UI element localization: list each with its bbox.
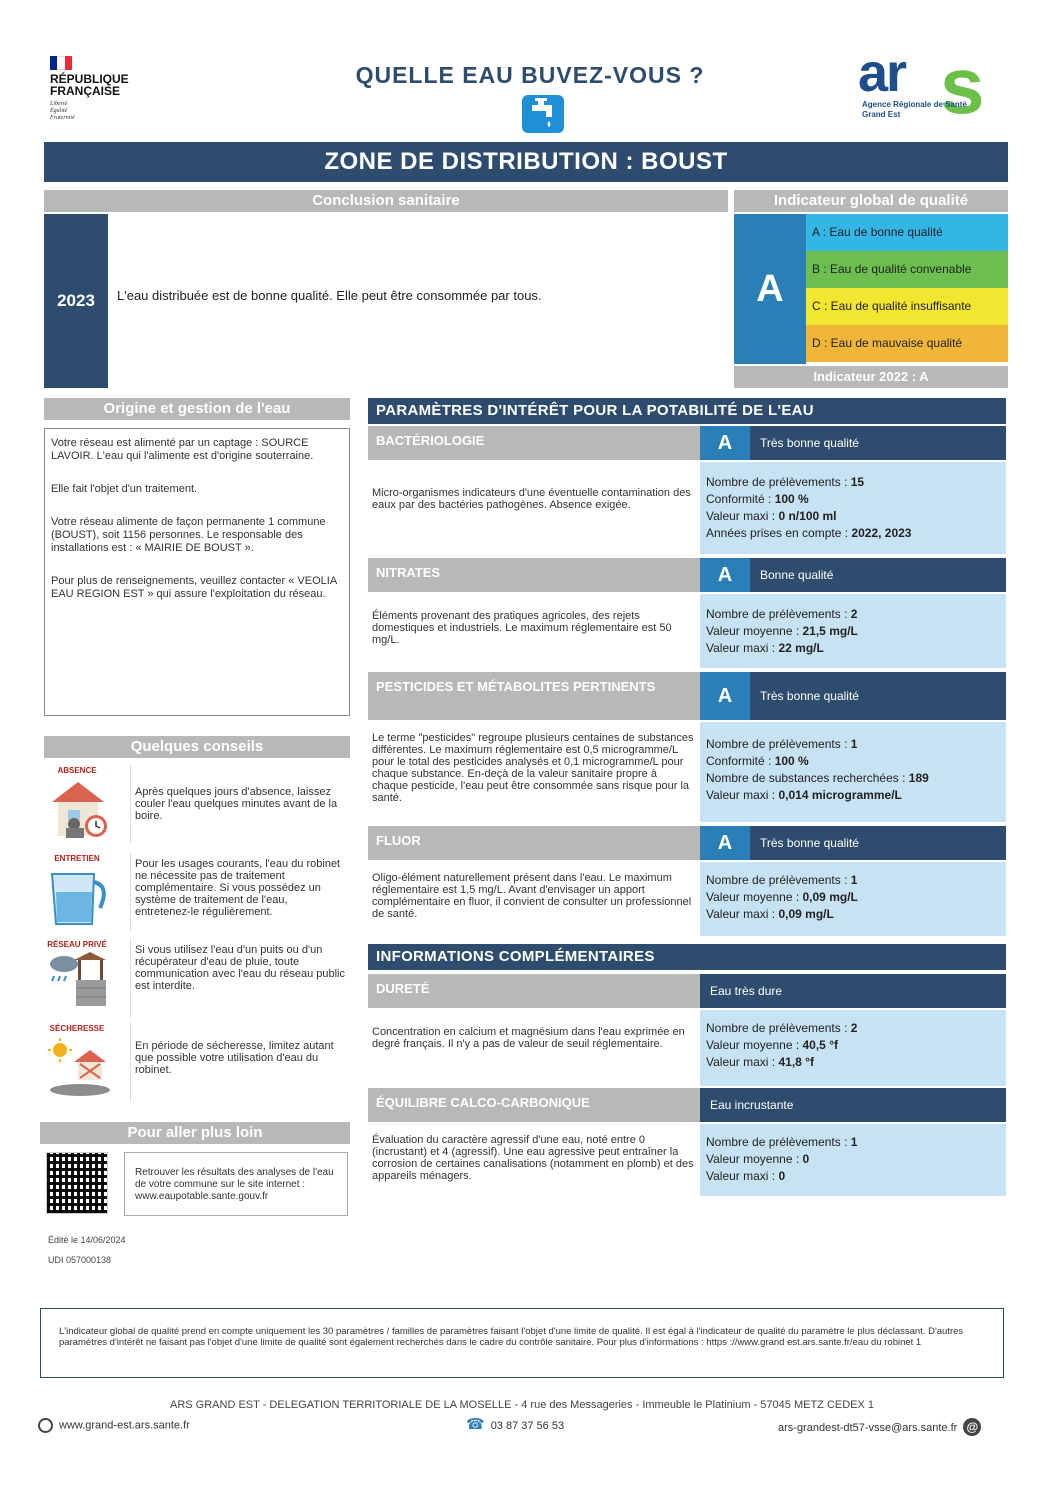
- origin-paragraph-3: Votre réseau alimente de façon permanente 1 commune (BOUST), soit 1156 personnes. Le responsable des installations est : « MAIRIE DE BOUST ».: [51, 516, 326, 554]
- stat-value: 22 mg/L: [778, 641, 824, 655]
- stat-key: Valeur maxi :: [706, 907, 779, 921]
- stat-value: 21,5 mg/L: [802, 624, 858, 638]
- rain-well-icon: [44, 938, 120, 1018]
- advice-text: Après quelques jours d'absence, laissez couler l'eau quelques minutes avant de la boire.: [130, 764, 350, 844]
- advice-item-reseau-prive: [44, 938, 350, 1018]
- udi-code: UDI 057000138: [48, 1255, 112, 1265]
- ars-logo: [858, 41, 1018, 138]
- conclusion-heading: Conclusion sanitaire: [44, 190, 728, 212]
- footer-website[interactable]: [38, 1418, 190, 1433]
- param-desc-nitrates: Éléments provenant des pratiques agricoles, des rejets domestiques et industriels. Le maximum réglementaire est 50 mg/L.: [372, 610, 672, 646]
- param-name-pesticides: PESTICIDES ET MÉTABOLITES PERTINENTS: [368, 672, 700, 720]
- stats-bacteriologie: [700, 462, 1006, 554]
- rf-title-line2: FRANÇAISE: [50, 84, 121, 98]
- further-heading: Pour aller plus loin: [40, 1122, 350, 1144]
- origin-heading: Origine et gestion de l'eau: [44, 398, 350, 420]
- indicator-grade-badge: A: [734, 214, 806, 364]
- quality-label-pesticides: Très bonne qualité: [750, 672, 1006, 720]
- advice-label: SÉCHERESSE: [49, 1024, 105, 1033]
- param-name-equilibre: ÉQUILIBRE CALCO-CARBONIQUE: [368, 1088, 700, 1122]
- stats-fluor: [700, 862, 1006, 936]
- phone-number[interactable]: 03 87 37 56 53: [490, 1420, 565, 1432]
- param-name-fluor: FLUOR: [368, 826, 700, 860]
- stat-value: 0: [802, 1152, 810, 1166]
- stat-value: 1: [850, 1135, 858, 1149]
- advice-label: RÉSEAU PRIVÉ: [47, 940, 107, 949]
- advice-label: ENTRETIEN: [54, 854, 100, 863]
- stat-value: 41,8 °f: [778, 1055, 814, 1069]
- legend-row-d: D : Eau de mauvaise qualité: [806, 325, 1008, 362]
- params-heading: PARAMÈTRES D'INTÉRÊT POUR LA POTABILITÉ DE L'EAU: [368, 398, 1006, 424]
- ars-region-name: Grand Est: [862, 110, 901, 119]
- footer-phone[interactable]: [466, 1418, 564, 1433]
- param-name-durete: DURETÉ: [368, 974, 700, 1008]
- stats-durete: [700, 1010, 1006, 1086]
- ars-agency-name: Agence Régionale de Santé: [862, 100, 967, 109]
- quality-label-equilibre: Eau incrustante: [700, 1088, 1006, 1122]
- param-name-nitrates: NITRATES: [368, 558, 700, 592]
- rf-motto-3: Fraternité: [50, 115, 75, 121]
- house-clock-icon: [44, 764, 120, 844]
- stat-key: Valeur maxi :: [706, 509, 779, 523]
- stat-key: Valeur maxi :: [706, 1055, 779, 1069]
- ars-logo-subtitle: [862, 100, 967, 120]
- param-desc-durete: Concentration en calcium et magnésium dans l'eau exprimée en degré français. Il n'y a pas de valeur de seuil réglementaire.: [372, 1026, 685, 1050]
- origin-paragraph-1: Votre réseau est alimenté par un captage : SOURCE LAVOIR. L'eau qui l'alimente est d'origine souterraine.: [51, 437, 314, 462]
- stat-value: 2: [850, 1021, 858, 1035]
- advice-label: ABSENCE: [57, 766, 97, 775]
- advice-item-absence: [44, 764, 350, 844]
- origin-box: [44, 428, 350, 716]
- rf-motto-2: Égalité: [50, 108, 68, 114]
- grade-badge-bacteriologie: A: [700, 426, 750, 460]
- param-desc-bacteriologie: Micro-organismes indicateurs d'une éventuelle contamination des eaux par des bactéries pathogènes. Absence exigée.: [372, 487, 691, 511]
- indicator-heading: Indicateur global de qualité: [734, 190, 1008, 212]
- legend-row-b: B : Eau de qualité convenable: [806, 251, 1008, 288]
- quality-label-fluor: Très bonne qualité: [750, 826, 1006, 860]
- stat-value: 0,014 microgramme/L: [778, 788, 902, 802]
- ars-logo-s: s: [940, 41, 985, 130]
- legend-row-c: C : Eau de qualité insuffisante: [806, 288, 1008, 325]
- water-pitcher-icon: [44, 852, 120, 932]
- grade-badge-pesticides: A: [700, 672, 750, 720]
- stat-key: Valeur maxi :: [706, 788, 779, 802]
- advice-item-entretien: [44, 852, 350, 932]
- stat-value: 40,5 °f: [802, 1038, 838, 1052]
- website-link[interactable]: www.grand-est.ars.sante.fr: [59, 1419, 190, 1432]
- page-title: QUELLE EAU BUVEZ-VOUS ?: [355, 62, 705, 88]
- advice-heading: Quelques conseils: [44, 736, 350, 758]
- origin-paragraph-4: Pour plus de renseignements, veuillez contacter « VEOLIA EAU REGION EST » qui assure l'exploitation du réseau.: [51, 575, 337, 600]
- info-heading: INFORMATIONS COMPLÉMENTAIRES: [368, 944, 1006, 970]
- quality-label-durete: Eau très dure: [700, 974, 1006, 1008]
- grade-badge-fluor: A: [700, 826, 750, 860]
- footer-address: ARS GRAND EST - DELEGATION TERRITORIALE DE LA MOSELLE - 4 rue des Messageries - Immeuble le Platinium - 57045 METZ CEDEX 1: [169, 1399, 875, 1411]
- stat-key: Valeur moyenne :: [706, 890, 803, 904]
- stat-key: Nombre de substances recherchées :: [706, 771, 909, 785]
- stat-key: Valeur moyenne :: [706, 1038, 803, 1052]
- stat-key: Valeur maxi :: [706, 1169, 779, 1183]
- stat-key: Valeur maxi :: [706, 641, 779, 655]
- stat-value: 189: [908, 771, 929, 785]
- phone-icon: ☎: [466, 1416, 485, 1433]
- sun-house-icon: [44, 1022, 120, 1102]
- republique-francaise-logo: [50, 56, 150, 126]
- further-text: Retrouver les résultats des analyses de l'eau de votre commune sur le site internet : www.eaupotable.sante.gouv.fr: [124, 1152, 348, 1216]
- stat-value: 2022, 2023: [851, 526, 912, 540]
- quality-label-nitrates: Bonne qualité: [750, 558, 1006, 592]
- stat-value: 0 n/100 ml: [778, 509, 837, 523]
- stat-value: 0: [778, 1169, 786, 1183]
- conclusion-text: L'eau distribuée est de bonne qualité. Elle peut être consommée par tous.: [117, 288, 542, 303]
- stats-nitrates: [700, 594, 1006, 668]
- stat-key: Nombre de prélèvements :: [706, 1135, 851, 1149]
- ars-logo-word: ar: [858, 43, 906, 103]
- stat-value: 2: [850, 607, 858, 621]
- param-name-bacteriologie: BACTÉRIOLOGIE: [368, 426, 700, 460]
- advice-item-secheresse: [44, 1022, 350, 1102]
- stats-equilibre: [700, 1124, 1006, 1196]
- param-desc-equilibre: Évaluation du caractère agressif d'une eau, noté entre 0 (incrustant) et 4 (agressif). Une eau agressive peut entraîner la corrosion de certaines canalisations (notamment en plomb) et des appareils ménagers.: [372, 1134, 694, 1182]
- stat-key: Nombre de prélèvements :: [706, 475, 851, 489]
- param-desc-fluor: Oligo-élément naturellement présent dans l'eau. Le maximum réglementaire est 1,5 mg/L. Avant d'envisager un apport complémentaire en fluor, il convient de consulter un professionnel de santé.: [372, 872, 692, 920]
- qr-code-icon[interactable]: [46, 1152, 108, 1214]
- french-flag-icon: [50, 56, 72, 70]
- zone-title-bar: ZONE DE DISTRIBUTION : BOUST: [44, 142, 1008, 182]
- stat-key: Années prises en compte :: [706, 526, 852, 540]
- stat-key: Nombre de prélèvements :: [706, 1021, 851, 1035]
- previous-indicator: Indicateur 2022 : A: [734, 366, 1008, 388]
- rf-title-line1: RÉPUBLIQUE: [50, 72, 129, 86]
- origin-paragraph-2: Elle fait l'objet d'un traitement.: [51, 483, 198, 495]
- stat-key: Valeur moyenne :: [706, 624, 803, 638]
- advice-text: Si vous utilisez l'eau d'un puits ou d'un récupérateur d'eau de pluie, toute communication avec l'eau du réseau public est interdite.: [130, 938, 350, 1018]
- quality-label-bacteriologie: Très bonne qualité: [750, 426, 1006, 460]
- stat-key: Nombre de prélèvements :: [706, 607, 851, 621]
- rf-motto-1: Liberté: [50, 101, 68, 107]
- email-link[interactable]: ars-grandest-dt57-vsse@ars.sante.fr: [778, 1422, 958, 1434]
- advice-text: En période de sécheresse, limitez autant que possible votre utilisation d'eau du robinet.: [130, 1022, 350, 1102]
- stat-value: 0,09 mg/L: [802, 890, 858, 904]
- stat-value: 100 %: [774, 754, 809, 768]
- edited-date: Édité le 14/06/2024: [48, 1235, 126, 1245]
- legend-row-a: A : Eau de bonne qualité: [806, 214, 1008, 251]
- stats-pesticides: [700, 722, 1006, 822]
- conclusion-year: 2023: [44, 214, 108, 388]
- advice-text: Pour les usages courants, l'eau du robinet ne nécessite pas de traitement complémentaire. Si vous possédez un système de traitement de l'eau, entretenez-le régulièrement.: [130, 852, 350, 932]
- stat-key: Conformité :: [706, 492, 775, 506]
- stat-value: 100 %: [774, 492, 809, 506]
- stat-key: Nombre de prélèvements :: [706, 873, 851, 887]
- globe-icon: [38, 1418, 53, 1433]
- footnote-box: L'indicateur global de qualité prend en compte uniquement les 30 paramètres / familles de paramètres faisant l'objet d'une limite de qualité. Il est égal à l'indicateur de qualité du paramètre le plus déclassant. D'autres paramètres d'intérêt ne faisant pas l'objet d'une limite de qualité sont également recherchés dans le cadre du contrôle sanitaire. Pour plus d'informations : https ://www.grand est.ars.sante.fr/eau du robinet 1: [40, 1308, 1004, 1378]
- grade-badge-nitrates: A: [700, 558, 750, 592]
- stat-value: 15: [850, 475, 865, 489]
- water-tap-icon: [522, 95, 564, 133]
- stat-value: 0,09 mg/L: [778, 907, 834, 921]
- stat-key: Nombre de prélèvements :: [706, 737, 851, 751]
- stat-value: 1: [850, 873, 858, 887]
- param-desc-pesticides: Le terme "pesticides" regroupe plusieurs centaines de substances différentes. Le maximum réglementaire est 0,5 microgramme/L pour le total des pesticides analysés et 0,1 microgramme/L pour chaque substance. En-deçà de la valeur sanitaire propre à chaque pesticide, l'eau peut être consommée sans risque pour la santé.: [372, 732, 694, 804]
- at-icon: @: [963, 1418, 981, 1436]
- stat-value: 1: [850, 737, 858, 751]
- stat-key: Valeur moyenne :: [706, 1152, 803, 1166]
- footer-email[interactable]: [778, 1418, 981, 1436]
- stat-key: Conformité :: [706, 754, 775, 768]
